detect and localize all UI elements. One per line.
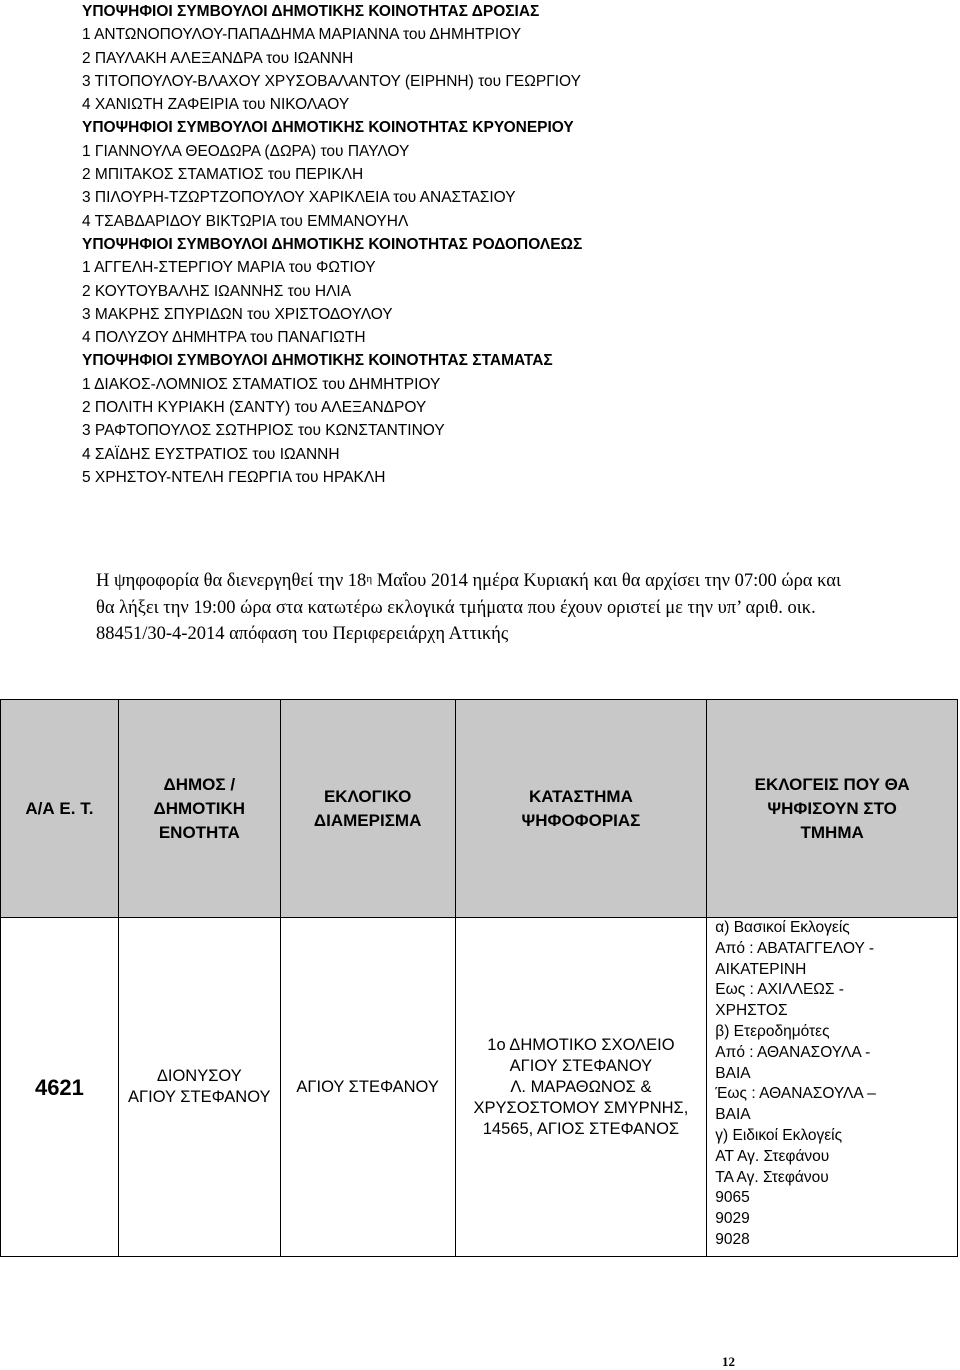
- cell-elections-line: Έως : ΑΘΑΝΑΣΟΥΛΑ –: [715, 1085, 876, 1103]
- cell-elections-line: Από : ΑΒΑΤΑΓΓΕΛΟΥ -: [715, 939, 875, 957]
- cell-station-line: 14565, ΑΓΙΟΣ ΣΤΕΦΑΝΟΣ: [482, 1119, 680, 1138]
- cell-elections-line: ΒΑΙΑ: [715, 1106, 751, 1124]
- cell-district-line: ΑΓΙΟΥ ΣΤΕΦΑΝΟΥ: [296, 1077, 439, 1096]
- table-header-row: [1, 700, 958, 918]
- cell-aa: 4621: [1, 918, 119, 1257]
- header-station-line: ΚΑΤΑΣΤΗΜΑ: [529, 786, 633, 806]
- header-station: [455, 700, 707, 918]
- header-district-line: ΔΙΑΜΕΡΙΣΜΑ: [313, 810, 422, 830]
- cell-elections-line: 9029: [715, 1210, 750, 1228]
- cell-municipality-line: ΑΓΙΟΥ ΣΤΕΦΑΝΟΥ: [128, 1088, 271, 1106]
- cell-elections-line: α) Βασικοί Εκλογείς: [715, 919, 850, 936]
- cell-elections-line: 9028: [715, 1230, 750, 1248]
- header-elections-line: ΕΚΛΟΓΕΙΣ ΠΟΥ ΘΑ: [754, 774, 910, 794]
- candidate-line: 1 ΓΙΑΝΝΟΥΛΑ ΘΕΟΔΩΡΑ (ΔΩΡΑ) του ΠΑΥΛΟΥ: [82, 142, 410, 160]
- header-station-line: ΨΗΦΟΦΟΡΙΑΣ: [521, 810, 641, 830]
- section-heading: ΥΠΟΨΗΦΙΟΙ ΣΥΜΒΟΥΛΟΙ ΔΗΜΟΤΙΚΗΣ ΚΟΙΝΟΤΗΤΑΣ ΔΡΟΣΙΑΣ: [82, 3, 540, 20]
- cell-elections-line: γ) Ειδικοί Εκλογείς: [715, 1126, 843, 1144]
- candidate-line: 4 ΧΑΝΙΩΤΗ ΖΑΦΕΙΡΙΑ του ΝΙΚΟΛΑΟΥ: [82, 96, 350, 114]
- candidate-line: 3 ΡΑΦΤΟΠΟΥΛΟΣ ΣΩΤΗΡΙΟΣ του ΚΩΝΣΤΑΝΤΙΝΟΥ: [82, 422, 445, 440]
- section-heading: ΥΠΟΨΗΦΙΟΙ ΣΥΜΒΟΥΛΟΙ ΔΗΜΟΤΙΚΗΣ ΚΟΙΝΟΤΗΤΑΣ ΡΟΔΟΠΟΛΕΩΣ: [82, 235, 583, 253]
- cell-municipality-line: ΔΙΟΝΥΣΟΥ: [156, 1067, 242, 1085]
- candidate-list: [82, 0, 942, 489]
- cell-elections-line: ΑΙΚΑΤΕΡΙΝΗ: [715, 960, 807, 978]
- cell-station-line: 1ο ΔΗΜΟΤΙΚΟ ΣΧΟΛΕΙΟ: [487, 1035, 675, 1054]
- candidate-line: 1 ΑΓΓΕΛΗ-ΣΤΕΡΓΙΟΥ ΜΑΡΙΑ του ΦΩΤΙΟΥ: [82, 259, 376, 277]
- cell-station-line: ΑΓΙΟΥ ΣΤΕΦΑΝΟΥ: [509, 1056, 653, 1075]
- candidate-line: 2 ΚΟΥΤΟΥΒΑΛΗΣ ΙΩΑΝΝΗΣ του ΗΛΙΑ: [82, 282, 352, 300]
- header-elections: [707, 700, 958, 918]
- cell-station-line: ΧΡΥΣΟΣΤΟΜΟΥ ΣΜΥΡΝΗΣ,: [473, 1098, 689, 1117]
- candidate-line: 2 ΠΟΛΙΤΗ ΚΥΡΙΑΚΗ (ΣΑΝΤΥ) του ΑΛΕΞΑΝΔΡΟΥ: [82, 399, 427, 417]
- cell-elections: [707, 918, 958, 1257]
- cell-elections-line: ΤΑ Αγ. Στεφάνου: [715, 1168, 829, 1186]
- candidate-line: 5 ΧΡΗΣΤΟΥ-ΝΤΕΛΗ ΓΕΩΡΓΙΑ του ΗΡΑΚΛΗ: [82, 468, 386, 486]
- candidate-line: 4 ΣΑΪΔΗΣ ΕΥΣΤΡΑΤΙΟΣ του ΙΩΑΝΝΗ: [82, 445, 340, 463]
- notice-text-before: Η ψηφοφορία θα διενεργηθεί την 18: [96, 571, 367, 591]
- header-district: [280, 700, 455, 918]
- notice-text-after: Μαΐου 2014 ημέρα Κυριακή και θα αρχίσει την 07:00 ώρα και θα λήξει την 19:00 ώρα στα κατωτέρω εκλογικά τμήματα που έχουν οριστεί με την υπ’ αριθ. οικ. 88451/30-4-2014 απόφαση του Περιφερειάρχη Αττικής: [96, 571, 841, 644]
- section-heading: ΥΠΟΨΗΦΙΟΙ ΣΥΜΒΟΥΛΟΙ ΔΗΜΟΤΙΚΗΣ ΚΟΙΝΟΤΗΤΑΣ ΚΡΥΟΝΕΡΙΟΥ: [82, 119, 574, 137]
- table-row: [1, 918, 958, 1257]
- header-aa: [1, 700, 119, 918]
- header-municipality-line: ΔΗΜΟΣ /: [163, 774, 236, 794]
- cell-elections-line: ΧΡΗΣΤΟΣ: [715, 1002, 788, 1020]
- header-district-line: ΕΚΛΟΓΙΚΟ: [323, 786, 412, 806]
- cell-elections-line: β) Ετεροδημότες: [715, 1022, 830, 1040]
- candidate-line: 1 ΑΝΤΩΝΟΠΟΥΛΟΥ-ΠΑΠΑΔΗΜΑ ΜΑΡΙΑΝΝΑ του ΔΗΜΗΤΡΙΟΥ: [82, 26, 522, 44]
- voting-notice: [96, 568, 856, 648]
- header-municipality: [118, 700, 280, 918]
- cell-elections-line: Εως : ΑΧΙΛΛΕΩΣ -: [715, 981, 844, 999]
- candidate-line: 4 ΤΣΑΒΔΑΡΙΔΟΥ ΒΙΚΤΩΡΙΑ του ΕΜΜΑΝΟΥΗΛ: [82, 212, 409, 230]
- cell-elections-line: Από : ΑΘΑΝΑΣΟΥΛΑ -: [715, 1043, 871, 1061]
- cell-elections-line: ΒΑΙΑ: [715, 1064, 751, 1082]
- cell-municipality: [118, 918, 280, 1257]
- cell-station-line: Λ. ΜΑΡΑΘΩΝΟΣ &: [510, 1077, 652, 1096]
- candidate-line: 4 ΠΟΛΥΖΟΥ ΔΗΜΗΤΡΑ του ΠΑΝΑΓΙΩΤΗ: [82, 329, 366, 347]
- candidate-line: 2 ΠΑΥΛΑΚΗ ΑΛΕΞΑΝΔΡΑ του ΙΩΑΝΝΗ: [82, 49, 354, 67]
- header-aa-line: Α/Α Ε. Τ.: [25, 798, 94, 818]
- cell-station: [455, 918, 707, 1257]
- header-municipality-line: ΔΗΜΟΤΙΚΗ: [153, 798, 246, 818]
- polling-stations-table: [0, 699, 958, 1257]
- header-elections-line: ΨΗΦΙΣΟΥΝ ΣΤΟ: [767, 798, 897, 818]
- candidate-line: 3 ΠΙΛΟΥΡΗ-ΤΖΩΡΤΖΟΠΟΥΛΟΥ ΧΑΡΙΚΛΕΙΑ του ΑΝΑΣΤΑΣΙΟΥ: [82, 189, 516, 207]
- cell-elections-line: ΑΤ Αγ. Στεφάνου: [715, 1147, 830, 1165]
- candidate-line: 3 ΜΑΚΡΗΣ ΣΠΥΡΙΔΩΝ του ΧΡΙΣΤΟΔΟΥΛΟΥ: [82, 305, 393, 323]
- page-number: 12: [722, 1354, 735, 1369]
- cell-elections-line: 9065: [715, 1189, 750, 1207]
- cell-district: [280, 918, 455, 1257]
- header-municipality-line: ΕΝΟΤΗΤΑ: [158, 822, 240, 842]
- header-elections-line: ΤΜΗΜΑ: [800, 822, 864, 842]
- candidate-line: 3 ΤΙΤΟΠΟΥΛΟΥ-ΒΛΑΧΟΥ ΧΡΥΣΟΒΑΛΑΝΤΟΥ (ΕΙΡΗΝΗ) του ΓΕΩΡΓΙΟΥ: [82, 72, 581, 90]
- candidate-line: 2 ΜΠΙΤΑΚΟΣ ΣΤΑΜΑΤΙΟΣ του ΠΕΡΙΚΛΗ: [82, 166, 364, 184]
- candidate-line: 1 ΔΙΑΚΟΣ-ΛΟΜΝΙΟΣ ΣΤΑΜΑΤΙΟΣ του ΔΗΜΗΤΡΙΟΥ: [82, 375, 441, 393]
- notice-superscript: η: [366, 573, 373, 585]
- section-heading: ΥΠΟΨΗΦΙΟΙ ΣΥΜΒΟΥΛΟΙ ΔΗΜΟΤΙΚΗΣ ΚΟΙΝΟΤΗΤΑΣ ΣΤΑΜΑΤΑΣ: [82, 352, 553, 370]
